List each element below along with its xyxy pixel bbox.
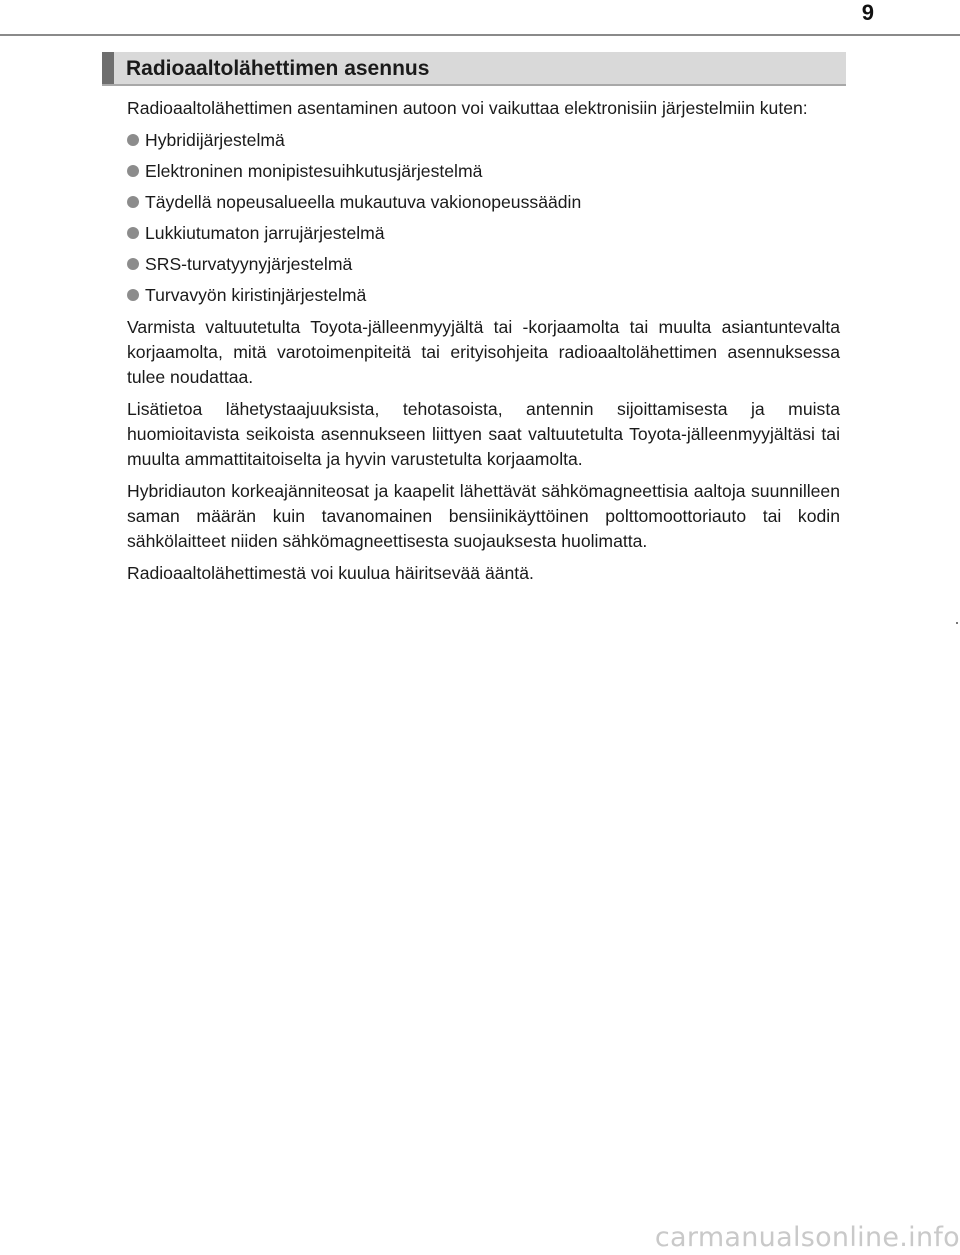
bullet-icon bbox=[127, 289, 139, 301]
bullet-icon bbox=[127, 227, 139, 239]
list-item-text: Täydellä nopeusalueella mukautuva vakionopeussäädin bbox=[145, 192, 582, 212]
header-divider bbox=[0, 34, 960, 36]
list-item bbox=[127, 252, 840, 277]
margin-mark bbox=[956, 622, 958, 624]
section-body bbox=[127, 96, 840, 593]
section-title: Radioaaltolähettimen asennus bbox=[126, 57, 430, 80]
body-paragraph: Varmista valtuutetulta Toyota-jälleenmyyjältä tai -korjaamolta tai muulta asiantuntevalta korjaamolta, mitä varotoimenpiteitä tai erityisohjeita radioaaltolähettimen asennuksessa tulee noudattaa. bbox=[127, 317, 840, 387]
list-item bbox=[127, 128, 840, 153]
affected-systems-list bbox=[127, 128, 840, 308]
bullet-icon bbox=[127, 196, 139, 208]
page-number: 9 bbox=[861, 0, 874, 25]
list-item-text: Elektroninen monipistesuihkutusjärjestelmä bbox=[145, 161, 483, 181]
section-header bbox=[102, 52, 846, 86]
intro-paragraph: Radioaaltolähettimen asentaminen autoon voi vaikuttaa elektronisiin järjestelmiin kuten: bbox=[127, 98, 808, 118]
list-item bbox=[127, 221, 840, 246]
bullet-icon bbox=[127, 165, 139, 177]
list-item bbox=[127, 159, 840, 184]
list-item-text: Turvavyön kiristinjärjestelmä bbox=[145, 285, 367, 305]
bullet-icon bbox=[127, 134, 139, 146]
list-item bbox=[127, 190, 840, 215]
section-header-accent-bar bbox=[102, 52, 114, 84]
bullet-icon bbox=[127, 258, 139, 270]
body-paragraph: Radioaaltolähettimestä voi kuulua häiritsevää ääntä. bbox=[127, 563, 534, 583]
list-item-text: SRS-turvatyynyjärjestelmä bbox=[145, 254, 353, 274]
list-item bbox=[127, 283, 840, 308]
body-paragraph: Lisätietoa lähetystaajuuksista, tehotasoista, antennin sijoittamisesta ja muista huomioitavista seikoista asennukseen liittyen saat valtuutetulta Toyota-jälleenmyyjältäsi tai muulta ammattitaitoiselta ja hyvin varustetulta korjaamolta. bbox=[127, 399, 840, 469]
body-paragraph: Hybridiauton korkeajänniteosat ja kaapelit lähettävät sähkömagneettisia aaltoja suunnilleen saman määrän kuin tavanomainen bensiinikäyttöinen polttomoottoriauto tai kodin sähkölaitteet niiden sähkömagneettisesta suojauksesta huolimatta. bbox=[127, 481, 840, 551]
list-item-text: Hybridijärjestelmä bbox=[145, 130, 285, 150]
watermark: carmanualsonline.info bbox=[654, 1222, 960, 1253]
list-item-text: Lukkiutumaton jarrujärjestelmä bbox=[145, 223, 385, 243]
